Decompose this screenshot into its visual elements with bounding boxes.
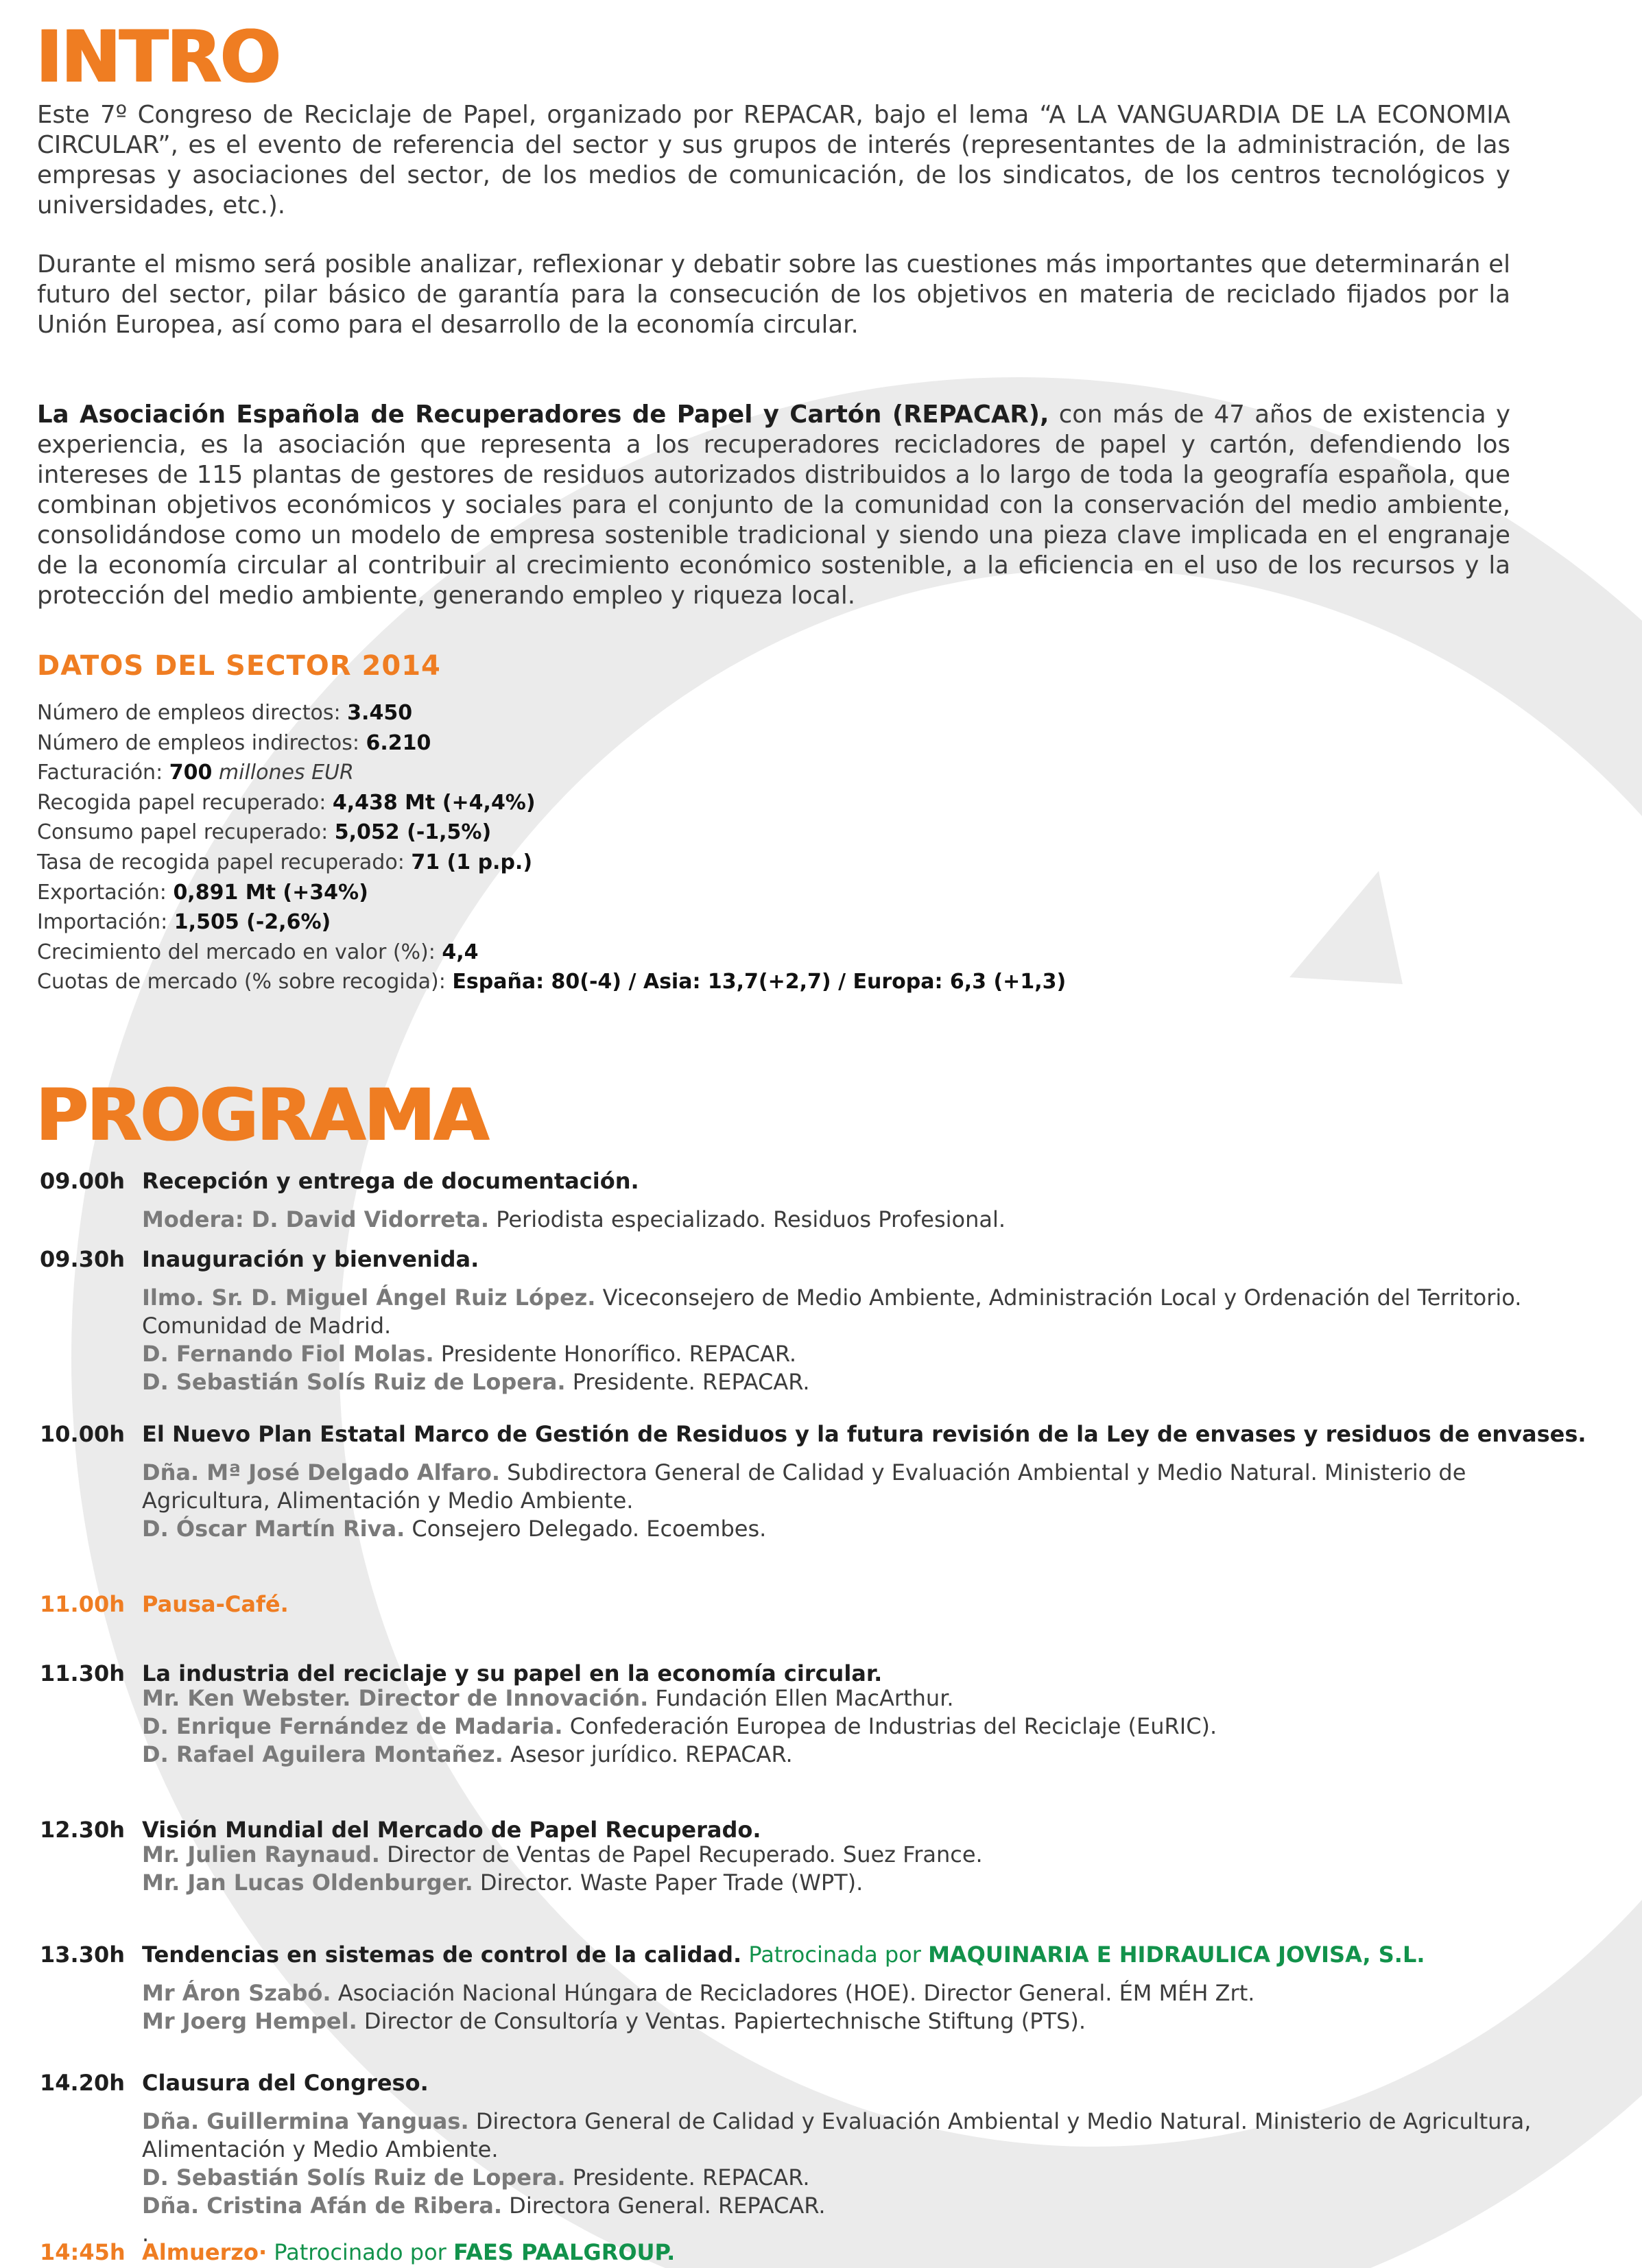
speaker-name: D. Enrique Fernández de Madaria. — [142, 1713, 563, 1739]
programa-time: 12.30h — [40, 1817, 125, 1843]
programa-title-text: La industria del reciclaje y su papel en la economía circular. — [142, 1660, 883, 1686]
speaker-name: D. Sebastián Solís Ruiz de Lopera. — [142, 2164, 566, 2191]
speaker — [142, 1284, 1541, 1340]
speaker-role: . — [142, 2221, 150, 2247]
programa-time: 09.00h — [40, 1168, 125, 1194]
sponsor-prefix: Patrocinada por — [741, 1942, 929, 1968]
sponsor-prefix: Patrocinado por — [267, 2239, 453, 2265]
speaker-role: Directora General. REPACAR. — [502, 2193, 826, 2219]
programa-time: 14.20h — [40, 2070, 125, 2096]
programa-title — [142, 1244, 479, 1274]
programa-time: 13.30h — [40, 1942, 125, 1968]
datos-value: España: 80(-4) / Asia: 13,7(+2,7) / Europa: 6,3 (+1,3) — [452, 970, 1067, 994]
programa-heading: PROGRAMA — [36, 1073, 488, 1157]
programa-time: 11.00h — [40, 1591, 125, 1617]
datos-label: Tasa de recogida papel recuperado: — [37, 850, 412, 874]
speaker — [142, 1869, 1541, 1897]
datos-value: 4,4 — [442, 940, 479, 964]
speaker-name: Dña. Guillermina Yanguas. — [142, 2108, 469, 2134]
programa-sponsor — [267, 2239, 675, 2265]
programa-title-text: Inauguración y bienvenida. — [142, 1246, 479, 1272]
datos-label: Exportación: — [37, 880, 174, 905]
speaker — [142, 2108, 1541, 2164]
programa-title-text: Recepción y entrega de documentación. — [142, 1168, 639, 1194]
speaker-list — [142, 1284, 1541, 1396]
speaker — [142, 1340, 1541, 1368]
intro-heading: INTRO — [36, 15, 280, 99]
speaker-role: Director. Waste Paper Trade (WPT). — [473, 1870, 864, 1896]
speaker-role: Presidente Honorífico. REPACAR. — [433, 1341, 797, 1367]
speaker-name: D. Óscar Martín Riva. — [142, 1516, 405, 1542]
datos-label: Consumo papel recuperado: — [37, 820, 335, 845]
speaker-name: Mr Áron Szabó. — [142, 1980, 331, 2006]
repacar-description: con más de 47 años de existencia y experiencia, es la asociación que representa a los recuperadores recicladores de papel y cartón, defendiendo los intereses de 115 plantas de gestores de residuos autorizados distribuidos a lo largo de toda la geografía española, que combinan objetivos económicos y sociales para el conjunto de la comunidad con la conservación del medio ambiente, consolidándose como un modelo de empresa sostenible tradicional y siendo una pieza clave implicada en el engranaje de la economía circular al contribuir al crecimiento económico sostenible, a la eficiencia en el uso de los recursos y la protección del medio ambiente, generando empleo y riqueza local. — [37, 401, 1510, 610]
speaker — [142, 1841, 1541, 1869]
datos-value: 3.450 — [347, 701, 413, 725]
datos-value: 0,891 Mt (+34%) — [173, 880, 368, 905]
speaker-name: Dña. Cristina Afán de Ribera. — [142, 2193, 502, 2219]
speaker-name: D. Rafael Aguilera Montañez. — [142, 1741, 503, 1767]
programa-title-text: Tendencias en sistemas de control de la calidad. — [142, 1942, 742, 1968]
speaker-role: Asociación Nacional Húngara de Recicladores (HOE). Director General. ÉM MÉH Zrt. — [331, 1980, 1255, 2006]
programa-time: 09.30h — [40, 1246, 125, 1272]
datos-label: Facturación: — [37, 761, 169, 785]
intro-paragraph-2: Durante el mismo será posible analizar, reflexionar y debatir sobre las cuestiones más importantes que determinarán el futuro del sector, pilar básico de garantía para la consecución de los objetivos en materia de reciclado fijados por la Unión Europea, así como para el desarrollo de la economía circular. — [37, 250, 1510, 339]
speaker-name: D. Sebastián Solís Ruiz de Lopera. — [142, 1369, 566, 1395]
speaker-name: Mr. Ken Webster. Director de Innovación. — [142, 1685, 649, 1711]
speaker-role: Subdirectora General de Calidad y Evaluación Ambiental y Medio Natural. Ministerio de Agricultura, Alimentación y Medio Ambiente. — [142, 1459, 1466, 1514]
datos-label: Cuotas de mercado (% sobre recogida): — [37, 970, 453, 994]
datos-value: 5,052 (-1,5%) — [334, 820, 492, 845]
intro-paragraph-1: Este 7º Congreso de Reciclaje de Papel, organizado por REPACAR, bajo el lema “A LA VANGUARDIA DE LA ECONOMIA CIRCULAR”, es el evento de referencia del sector y sus grupos de interés (representantes de la administración, de las empresas y asociaciones del sector, de los medios de comunicación, de los sindicatos, de los centros tecnológicos y universidades, etc.). — [37, 101, 1510, 219]
speaker — [142, 2007, 1541, 2036]
speaker-role: Presidente. REPACAR. — [565, 2164, 810, 2191]
speaker-name: Mr. Julien Raynaud. — [142, 1841, 380, 1867]
speaker-role: Directora General de Calidad y Evaluación Ambiental y Medio Natural. Ministerio de Agricultura, Alimentación y Medio Ambiente. — [142, 2108, 1532, 2162]
programa-sponsor — [741, 1942, 1425, 1968]
programa-title — [142, 2237, 675, 2267]
datos-value: 71 (1 p.p.) — [411, 850, 533, 874]
speaker-name: D. Fernando Fiol Molas. — [142, 1341, 434, 1367]
programa-title-text: Clausura del Congreso. — [142, 2070, 429, 2096]
datos-label: Número de empleos indirectos: — [37, 730, 366, 755]
speaker — [142, 2192, 1541, 2220]
speaker — [142, 1712, 1541, 1741]
speaker — [142, 1206, 1541, 1234]
speaker-role: Consejero Delegado. Ecoembes. — [405, 1516, 767, 1542]
datos-suffix: millones EUR — [212, 761, 354, 785]
speaker-name: Mr Joerg Hempel. — [142, 2008, 357, 2034]
programa-title — [142, 1419, 1586, 1449]
speaker — [142, 1368, 1541, 1396]
speaker — [142, 1515, 1541, 1543]
datos-value: 1,505 (-2,6%) — [174, 910, 331, 935]
speaker-name: Ilmo. Sr. D. Miguel Ángel Ruiz López. — [142, 1285, 596, 1311]
programa-title-text: El Nuevo Plan Estatal Marco de Gestión de Residuos y la futura revisión de la Ley de envases y residuos de envases. — [142, 1421, 1586, 1447]
sponsor-name: MAQUINARIA E HIDRAULICA JOVISA, S.L. — [928, 1942, 1425, 1968]
speaker-role: Asesor jurídico. REPACAR. — [503, 1741, 793, 1767]
speaker-role: Periodista especializado. Residuos Profesional. — [489, 1206, 1006, 1232]
datos-sector-heading: DATOS DEL SECTOR 2014 — [37, 650, 441, 682]
speaker-list — [142, 2108, 1541, 2248]
programa-title — [142, 2068, 429, 2098]
programa-time: 14:45h — [40, 2239, 126, 2265]
speaker-list — [142, 1979, 1541, 2036]
speaker-role: Director de Ventas de Papel Recuperado. Suez France. — [379, 1841, 983, 1867]
speaker-role: Viceconsejero de Medio Ambiente, Administración Local y Ordenación del Territorio. Comunidad de Madrid. — [142, 1285, 1522, 1339]
speaker-name: Mr. Jan Lucas Oldenburger. — [142, 1870, 473, 1896]
speaker-list — [142, 1206, 1541, 1234]
datos-label: Recogida papel recuperado: — [37, 790, 333, 815]
datos-value: 4,438 Mt (+4,4%) — [332, 790, 536, 815]
datos-label: Número de empleos directos: — [37, 701, 348, 725]
speaker-list — [142, 1684, 1541, 1769]
speaker-role: Confederación Europea de Industrias del Reciclaje (EuRIC). — [562, 1713, 1217, 1739]
speaker — [142, 1684, 1541, 1712]
speaker-list — [142, 1841, 1541, 1897]
speaker — [142, 1741, 1541, 1769]
speaker — [142, 2164, 1541, 2192]
datos-value: 6.210 — [366, 730, 431, 755]
programa-title — [142, 1939, 1425, 1970]
speaker-name: Modera: D. David Vidorreta. — [142, 1206, 490, 1232]
speaker-name: Dña. Mª José Delgado Alfaro. — [142, 1459, 500, 1485]
speaker-role: Presidente. REPACAR. — [565, 1369, 810, 1395]
speaker-role: Director de Consultoría y Ventas. Papiertechnische Stiftung (PTS). — [357, 2008, 1086, 2034]
speaker — [142, 1979, 1541, 2007]
datos-value: 700 — [169, 761, 213, 785]
speaker-role: Fundación Ellen MacArthur. — [648, 1685, 954, 1711]
programa-title-text: Visión Mundial del Mercado de Papel Recuperado. — [142, 1817, 761, 1843]
programa-title-text: Pausa-Café. — [142, 1591, 289, 1617]
programa-title — [142, 1166, 639, 1196]
datos-label: Crecimiento del mercado en valor (%): — [37, 940, 442, 964]
speaker — [142, 1459, 1541, 1515]
programa-title — [142, 1589, 289, 1619]
programa-title-text: Almuerzo· — [142, 2239, 267, 2265]
sponsor-name: FAES PAALGROUP. — [453, 2239, 676, 2265]
programa-time: 10.00h — [40, 1421, 125, 1447]
programa-time: 11.30h — [40, 1660, 125, 1686]
datos-label: Importación: — [37, 910, 174, 935]
repacar-name: La Asociación Española de Recuperadores de Papel y Cartón (REPACAR), — [37, 401, 1049, 429]
speaker-list — [142, 1459, 1541, 1543]
